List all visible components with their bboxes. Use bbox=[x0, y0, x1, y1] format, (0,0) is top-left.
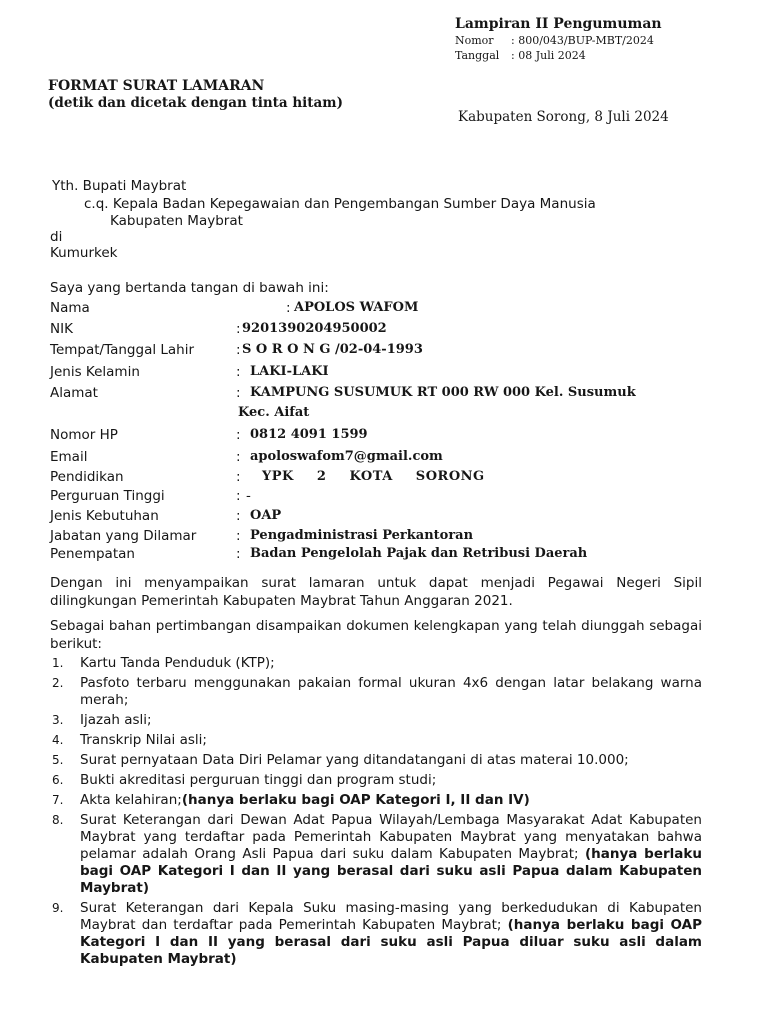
list-item-text: Surat Keterangan dari Kepala Suku masing-masing yang berkedudukan di Kabupaten Maybrat dan terdaftar pada Pemerintah Kabupaten Maybrat; bbox=[80, 900, 702, 933]
list-item bbox=[50, 752, 702, 769]
field-label: Email bbox=[50, 449, 88, 465]
field-value: APOLOS WAFOM bbox=[294, 300, 419, 315]
list-item-text: Akta kelahiran; bbox=[80, 792, 182, 808]
list-item-number: 8. bbox=[52, 813, 64, 827]
list-item bbox=[50, 900, 702, 968]
addressee-line-5: Kumurkek bbox=[50, 245, 118, 261]
field-value: Badan Pengelolah Pajak dan Retribusi Daerah bbox=[250, 546, 588, 561]
field-colon: : bbox=[236, 508, 241, 524]
field-value: S O R O N G /02-04-1993 bbox=[242, 342, 423, 357]
list-item-number: 4. bbox=[52, 733, 64, 747]
attachment-number-line bbox=[455, 34, 654, 47]
addressee-line-3: Kabupaten Maybrat bbox=[110, 213, 243, 229]
list-item bbox=[50, 812, 702, 897]
list-item-number: 9. bbox=[52, 901, 64, 915]
paragraph-intent: Dengan ini menyampaikan surat lamaran untuk dapat menjadi Pegawai Negeri Sipil dilingkungan Pemerintah Kabupaten Maybrat Tahun Anggaran 2021. bbox=[50, 575, 702, 609]
field-value: OAP bbox=[250, 508, 282, 523]
place-date: Kabupaten Sorong, 8 Juli 2024 bbox=[458, 109, 669, 125]
field-value: - bbox=[246, 488, 251, 504]
intro-text: Saya yang bertanda tangan di bawah ini: bbox=[50, 280, 329, 296]
field-label: Jabatan yang Dilamar bbox=[50, 528, 197, 544]
field-colon: : bbox=[236, 385, 241, 401]
field-value: apoloswafom7@gmail.com bbox=[250, 449, 443, 464]
field-label: Pendidikan bbox=[50, 469, 124, 485]
list-item-number: 7. bbox=[52, 793, 64, 807]
list-item-text: Pasfoto terbaru menggunakan pakaian formal ukuran 4x6 dengan latar belakang warna merah; bbox=[80, 675, 702, 708]
paragraph-documents-intro: Sebagai bahan pertimbangan disampaikan dokumen kelengkapan yang telah diunggah sebagai berikut: bbox=[50, 618, 702, 652]
field-label: Jenis Kebutuhan bbox=[50, 508, 159, 524]
field-value: 0812 4091 1599 bbox=[250, 427, 368, 442]
document-list bbox=[50, 655, 702, 971]
attachment-date-label: Tanggal bbox=[455, 49, 500, 62]
addressee-line-4: di bbox=[50, 229, 63, 245]
list-item-text: Ijazah asli; bbox=[80, 712, 152, 728]
list-item-number: 2. bbox=[52, 676, 64, 690]
addressee-line-1: Yth. Bupati Maybrat bbox=[52, 178, 187, 194]
field-colon: : bbox=[236, 427, 241, 443]
list-item-text: Bukti akreditasi perguruan tinggi dan program studi; bbox=[80, 772, 437, 788]
field-value-continued: Kec. Aifat bbox=[238, 405, 310, 420]
field-label: Tempat/Tanggal Lahir bbox=[50, 342, 195, 358]
list-item bbox=[50, 655, 702, 672]
list-item-text: Transkrip Nilai asli; bbox=[80, 732, 207, 748]
list-item-text: Surat pernyataan Data Diri Pelamar yang ditandatangani di atas materai 10.000; bbox=[80, 752, 629, 768]
field-label: Nomor HP bbox=[50, 427, 118, 443]
list-item-note: (hanya berlaku bagi OAP Kategori I, II dan IV) bbox=[181, 792, 530, 808]
list-item bbox=[50, 772, 702, 789]
field-colon: : bbox=[236, 321, 241, 337]
field-colon: : bbox=[236, 342, 241, 358]
list-item-number: 6. bbox=[52, 773, 64, 787]
field-value: Pengadministrasi Perkantoran bbox=[250, 528, 474, 543]
list-item bbox=[50, 732, 702, 749]
attachment-number-label: Nomor bbox=[455, 34, 494, 47]
field-label: NIK bbox=[50, 321, 73, 337]
format-title: FORMAT SURAT LAMARAN bbox=[48, 78, 265, 94]
addressee-line-2: c.q. Kepala Badan Kepegawaian dan Pengembangan Sumber Daya Manusia bbox=[84, 196, 596, 212]
list-item-note: (hanya berlaku bagi OAP Kategori I dan II yang berasal dari suku asli Papua dalam Kabupaten Maybrat) bbox=[80, 846, 702, 896]
list-item bbox=[50, 675, 702, 709]
field-value: YPK 2 KOTA SORONG bbox=[262, 469, 485, 484]
field-value: LAKI-LAKI bbox=[250, 364, 329, 379]
field-colon: : bbox=[236, 449, 241, 465]
list-item-number: 5. bbox=[52, 753, 64, 767]
list-item bbox=[50, 792, 702, 809]
field-colon: : bbox=[236, 469, 241, 485]
field-label: Alamat bbox=[50, 385, 98, 401]
list-item-text: Kartu Tanda Penduduk (KTP); bbox=[80, 655, 275, 671]
list-item bbox=[50, 712, 702, 729]
field-colon: : bbox=[236, 364, 241, 380]
field-colon: : bbox=[236, 488, 241, 504]
field-label: Jenis Kelamin bbox=[50, 364, 140, 380]
format-subtitle: (detik dan dicetak dengan tinta hitam) bbox=[48, 95, 343, 111]
list-item-note: (hanya berlaku bagi OAP Kategori I dan II yang berasal dari suku asli Papua diluar suku asli dalam Kabupaten Maybrat) bbox=[80, 917, 702, 967]
field-label: Penempatan bbox=[50, 546, 135, 562]
attachment-date-value: : 08 Juli 2024 bbox=[511, 49, 586, 62]
attachment-title: Lampiran II Pengumuman bbox=[455, 16, 662, 32]
field-colon: : bbox=[236, 546, 241, 562]
field-label: Nama bbox=[50, 300, 90, 316]
list-item-text: Surat Keterangan dari Dewan Adat Papua Wilayah/Lembaga Masyarakat Adat Kabupaten Maybrat yang terdaftar pada Pemerintah Kabupaten Maybrat yang menyatakan bahwa pelamar adalah Orang Asli Papua dari suku dalam Kabupaten Maybrat; bbox=[80, 812, 702, 862]
attachment-number-value: : 800/043/BUP-MBT/2024 bbox=[511, 34, 654, 47]
field-value: KAMPUNG SUSUMUK RT 000 RW 000 Kel. Susumuk bbox=[250, 385, 636, 400]
field-label: Perguruan Tinggi bbox=[50, 488, 165, 504]
list-item-number: 3. bbox=[52, 713, 64, 727]
attachment-date-line bbox=[455, 49, 586, 62]
field-value: 9201390204950002 bbox=[242, 321, 387, 336]
field-colon: : bbox=[236, 528, 241, 544]
list-item-number: 1. bbox=[52, 656, 64, 670]
field-colon: : bbox=[286, 300, 291, 316]
